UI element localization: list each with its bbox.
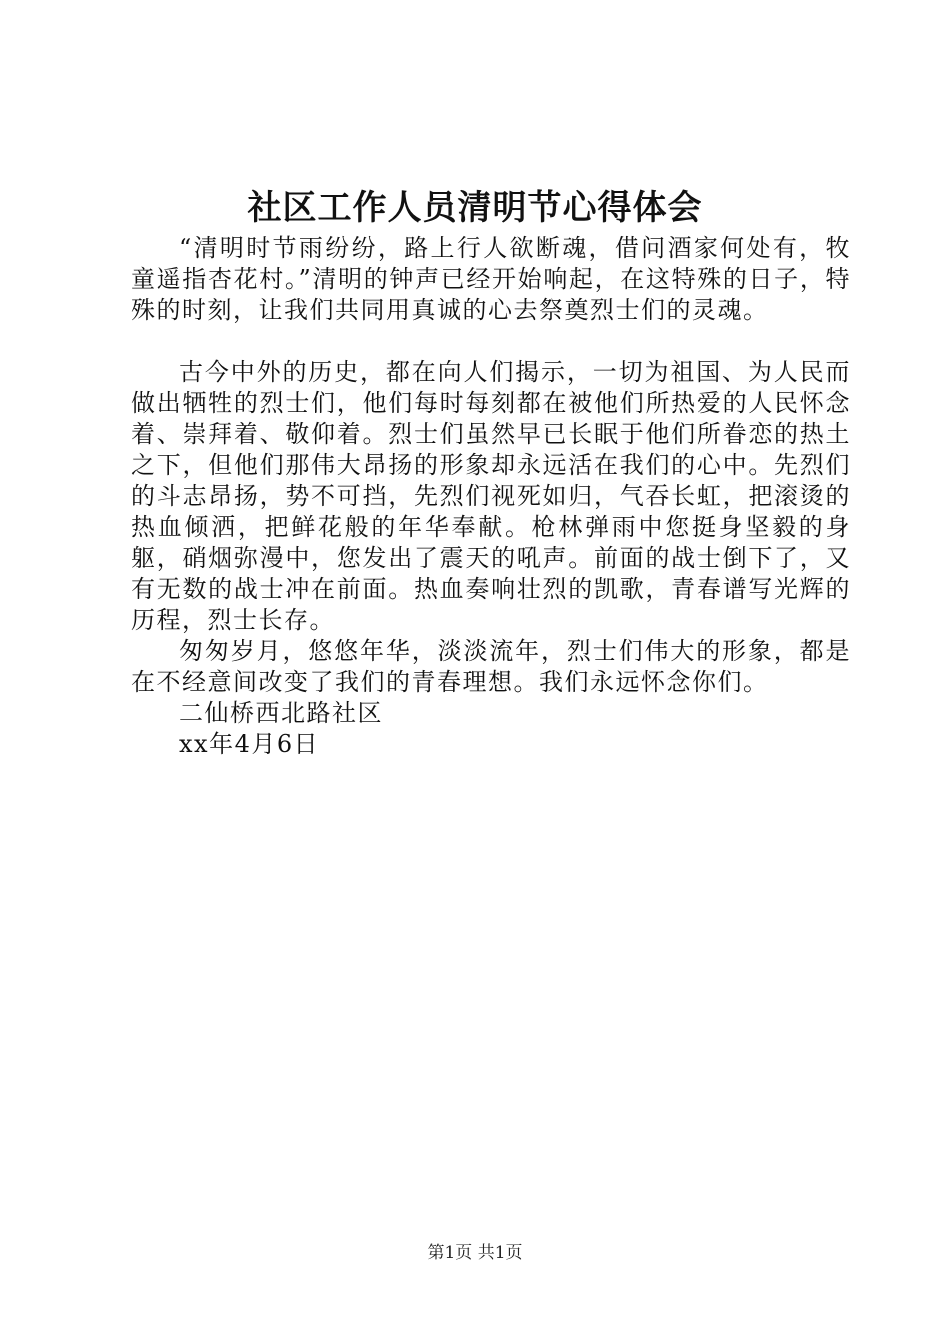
document-body (131, 233, 851, 760)
paragraph-intro: “清明时节雨纷纷，路上行人欲断魂，借问酒家何处有，牧童遥指杏花村。”清明的钟声已经开始响起，在这特殊的日子，特殊的时刻，让我们共同用真诚的心去祭奠烈士们的灵魂。 (131, 234, 851, 324)
signature-date: xx年4月6日 (179, 730, 320, 758)
paragraph-history: 古今中外的历史，都在向人们揭示，一切为祖国、为人民而做出牺牲的烈士们，他们每时每刻都在被他们所热爱的人民怀念着、崇拜着、敬仰着。烈士们虽然早已长眠于他们所眷恋的热土之下，但他们那伟大昂扬的形象却永远活在我们的心中。先烈们的斗志昂扬，势不可挡，先烈们视死如归，气吞长虹，把滚烫的热血倾洒，把鲜花般的年华奉献。枪林弹雨中您挺身坚毅的身躯，硝烟弥漫中，您发出了震天的吼声。前面的战士倒下了，又有无数的战士冲在前面。热血奏响壮烈的凯歌，青春谱写光辉的历程，烈士长存。 (131, 358, 851, 634)
paragraph-spacer (131, 326, 851, 357)
document-title: 社区工作人员清明节心得体会 (247, 188, 703, 228)
signature-organization: 二仙桥西北路社区 (179, 699, 383, 727)
paragraph-closing: 匆匆岁月，悠悠年华，淡淡流年，烈士们伟大的形象，都是在不经意间改变了我们的青春理想。我们永远怀念你们。 (131, 637, 851, 696)
page-footer: 第1页 共1页 (427, 1243, 523, 1263)
